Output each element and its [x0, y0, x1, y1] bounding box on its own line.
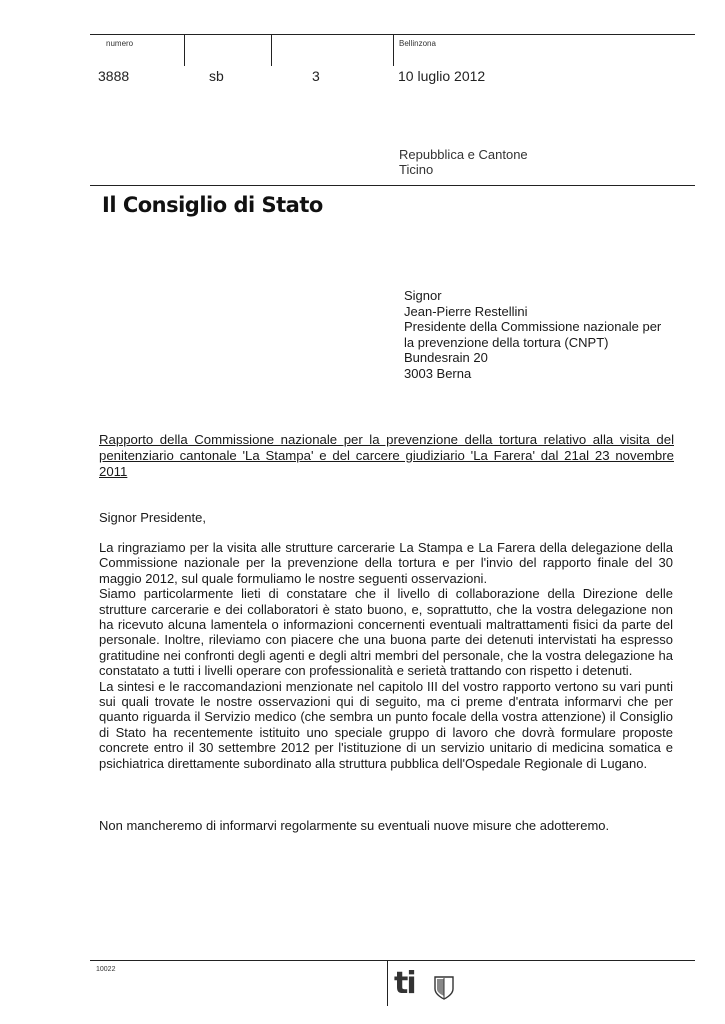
ticino-logo-text: ti [394, 966, 415, 1001]
title-rule [90, 185, 695, 186]
footer-rule [90, 960, 695, 961]
numero-value: 3888 [98, 68, 130, 84]
copies-value: 3 [312, 68, 320, 84]
sender-block [399, 147, 528, 177]
sender-line-2: Ticino [399, 162, 434, 177]
page-title: Il Consiglio di Stato [102, 193, 323, 217]
sigla-value: sb [209, 68, 224, 84]
form-code: 10022 [96, 966, 116, 973]
salutation: Signor Presidente, [99, 510, 206, 525]
letter-body [99, 540, 673, 771]
recipient-line: 3003 Berna [404, 365, 472, 381]
canton-shield-icon [434, 976, 454, 1000]
header-divider-3 [393, 34, 394, 66]
date-value: 10 luglio 2012 [398, 68, 486, 84]
ticino-logo [394, 966, 460, 1006]
recipient-address [404, 288, 661, 382]
recipient-line: la prevenzione della tortura (CNPT) [404, 334, 609, 350]
numero-label: numero [106, 39, 134, 48]
footer-divider [387, 960, 388, 1006]
recipient-line: Presidente della Commissione nazionale per [404, 319, 662, 335]
sender-line-1: Repubblica e Cantone [399, 147, 528, 162]
subject-block [99, 432, 674, 480]
subject-line: Rapporto della Commissione nazionale per la prevenzione della tortura relativo alla visita del [99, 432, 674, 447]
paragraph: Siamo particolarmente lieti di constatare che il livello di collaborazione della Direzione delle strutture carcerarie e dei collaboratori è stato buono, e, soprattutto, che la vostra delegazione non ha ricevuto alcuna lamentela o informazioni concernenti eventuali maltrattamenti fisici da parte del personale. Inoltre, rileviamo con piacere che una buona parte dei detenuti intervistati ha espresso gratitudine nei confronti degli agenti e degli altri membri del personale, che la vostra delegazione ha constatato a tutti i livelli operare con professionalità e serietà trattando con rispetto i detenuti. [99, 586, 673, 679]
header-divider-2 [271, 34, 272, 66]
recipient-line: Signor [404, 288, 442, 303]
closing-sentence: Non mancheremo di informarvi regolarmente su eventuali nuove misure che adotteremo. [99, 818, 610, 833]
subject-line: 2011 [99, 464, 128, 479]
paragraph: La sintesi e le raccomandazioni menzionate nel capitolo III del vostro rapporto vertono su vari punti sui quali trovate le nostre osservazioni qui di seguito, ma ci preme d'entrata informarvi che per quanto riguarda il Servizio medico (che sembra un punto focale della vostra attenzione) il Consiglio di Stato ha recentemente istituito uno speciale gruppo di lavoro che dovrà formulare proposte concrete entro il 30 settembre 2012 per l'istituzione di un servizio unitario di medicina somatica e psichiatrica direttamente subordinato alla struttura pubblica dell'Ospedale Regionale di Lugano. [99, 678, 673, 771]
subject-line: penitenziario cantonale 'La Stampa' e del carcere giudiziario 'La Farera' dal 21al 23 novembre [99, 448, 674, 463]
recipient-line: Jean-Pierre Restellini [404, 303, 528, 319]
recipient-line: Bundesrain 20 [404, 350, 488, 366]
paragraph: La ringraziamo per la visita alle strutture carcerarie La Stampa e La Farera della delegazione della Commissione nazionale per la prevenzione della tortura e per l'invio del rapporto finale del 30 maggio 2012, sul quale formuliamo le nostre seguenti osservazioni. [99, 540, 673, 586]
header-divider-1 [184, 34, 185, 66]
place-label: Bellinzona [399, 39, 436, 48]
